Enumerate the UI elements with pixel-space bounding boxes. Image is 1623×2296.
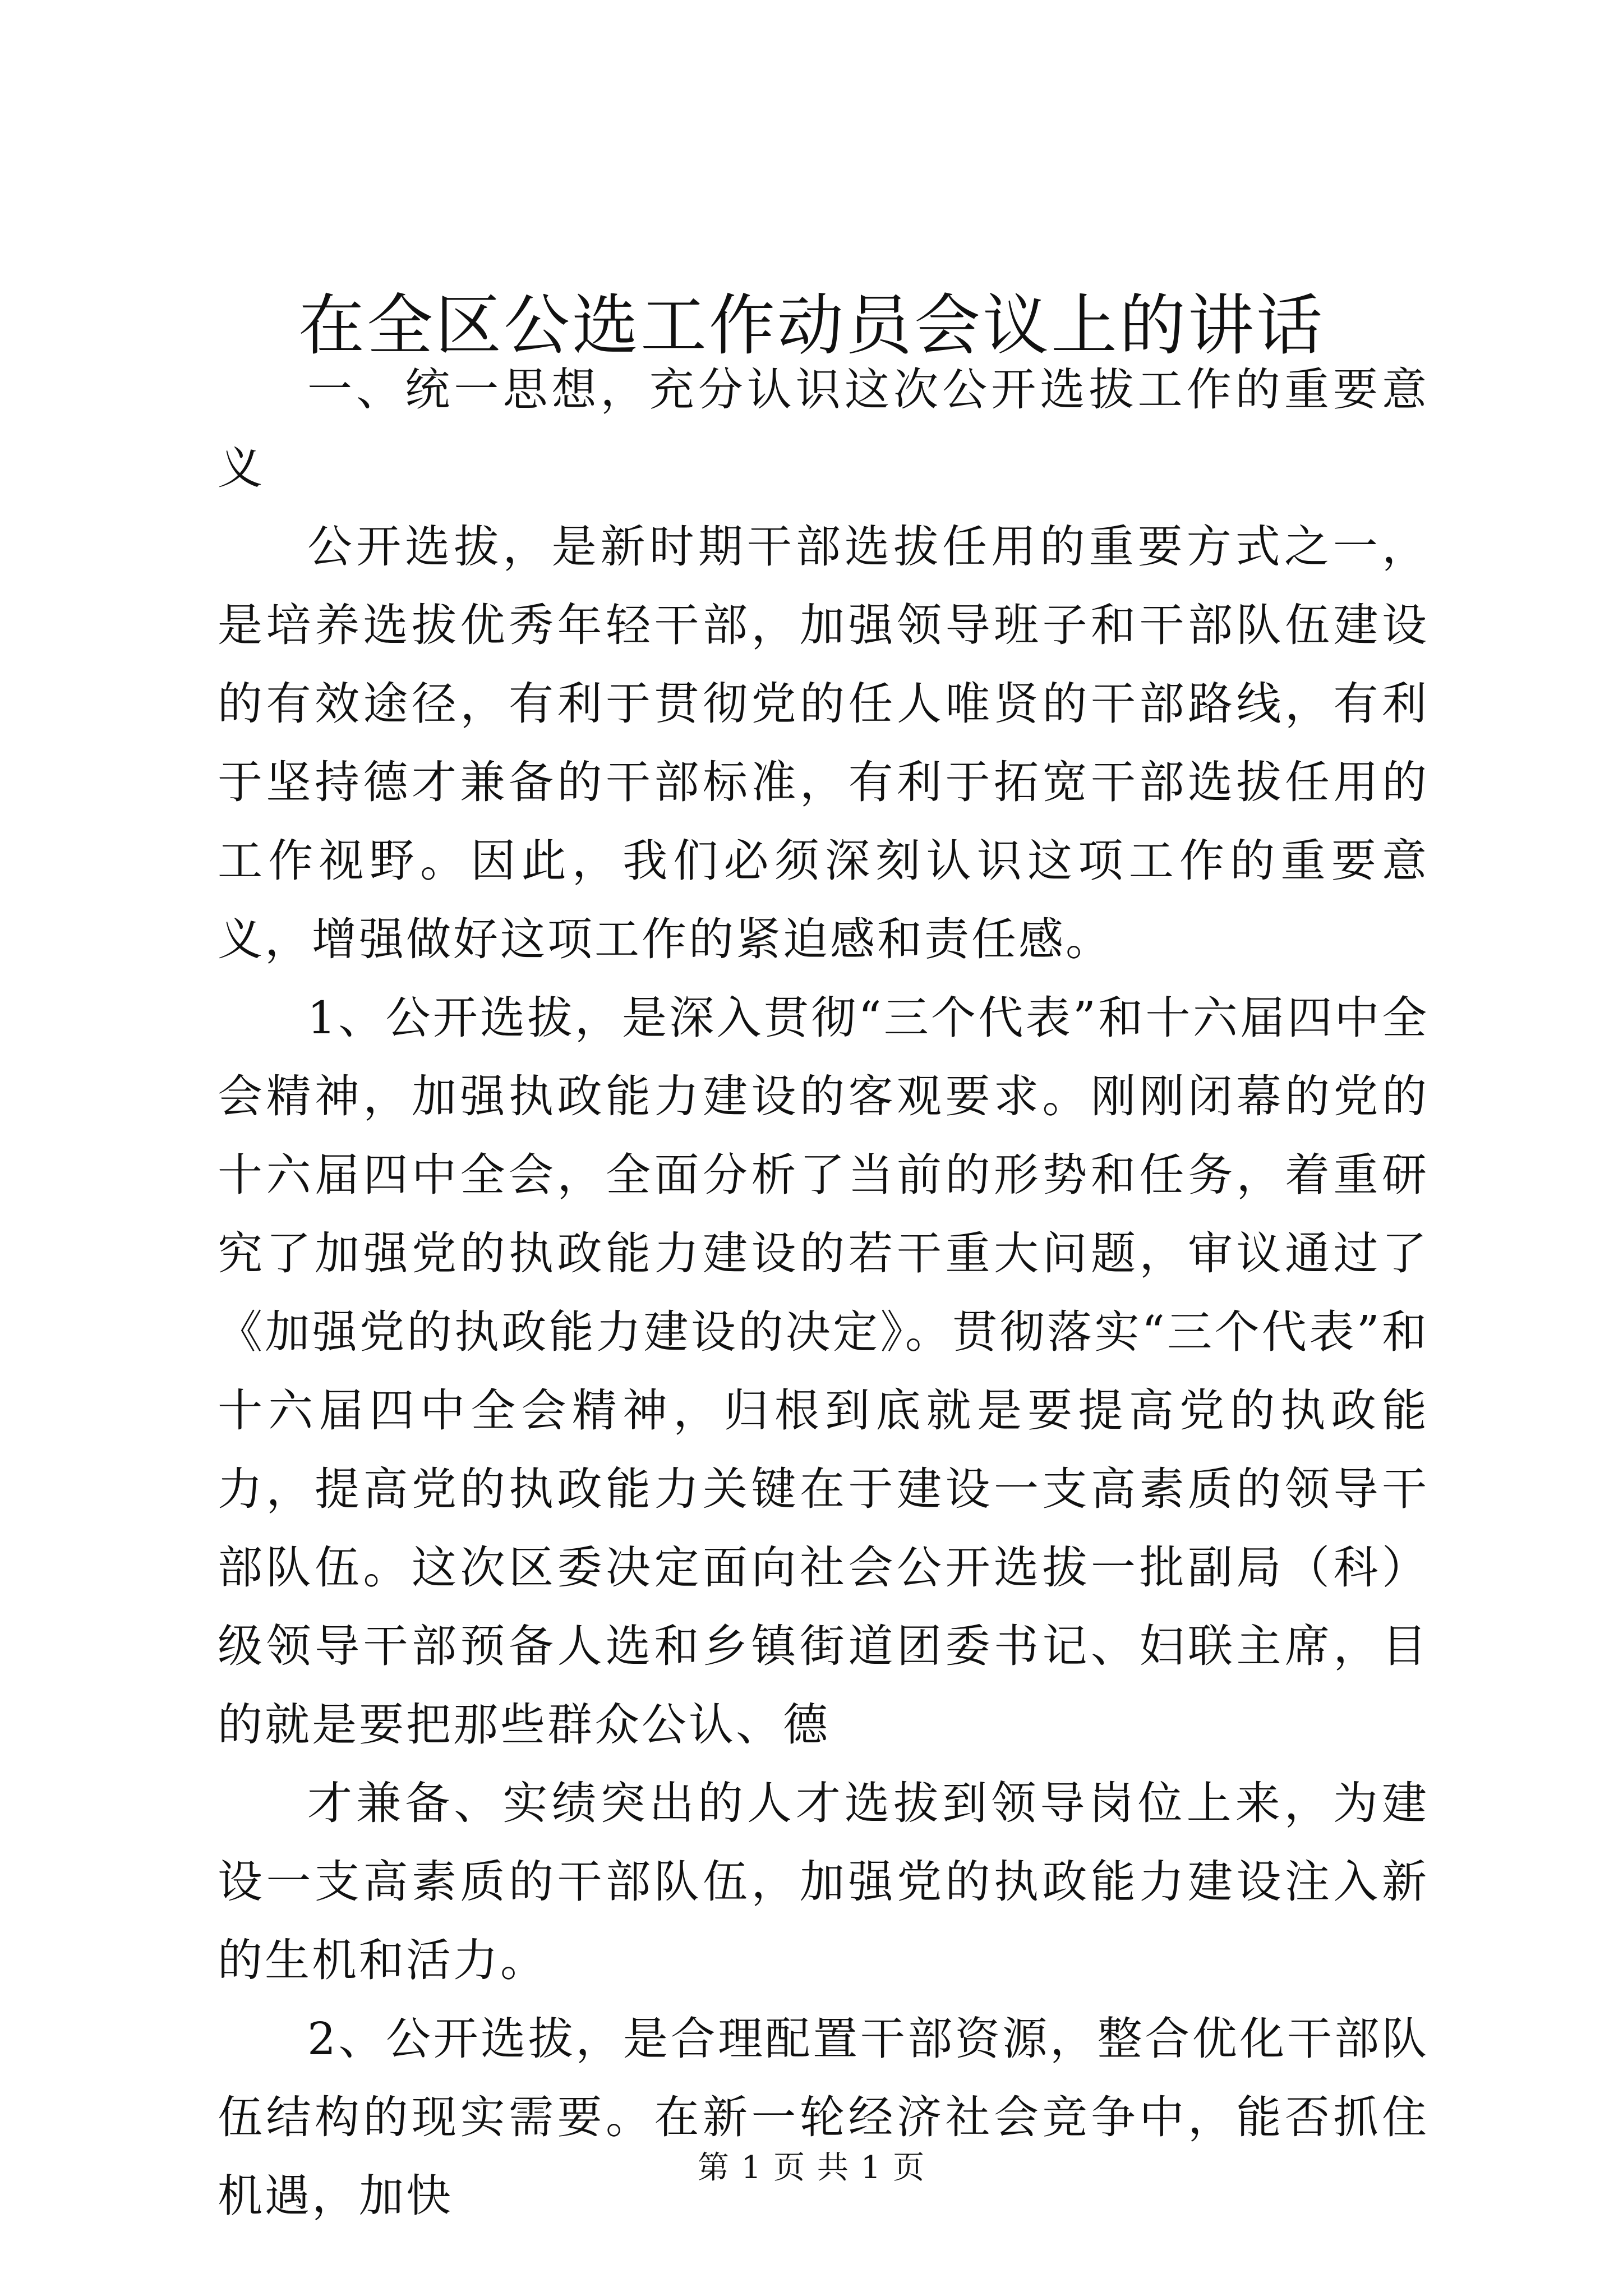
document-body <box>218 351 1429 2235</box>
document-title: 在全区公选工作动员会议上的讲话 <box>298 287 1325 364</box>
paragraph: 1、公开选拔，是深入贯彻“三个代表”和十六届四中全会精神，加强执政能力建设的客观要求。刚刚闭幕的党的十六届四中全会，全面分析了当前的形势和任务，着重研究了加强党的执政能力建设的若干重大问题，审议通过了《加强党的执政能力建设的决定》。贯彻落实“三个代表”和十六届四中全会精神，归根到底就是要提高党的执政能力，提高党的执政能力关键在于建设一支高素质的领导干部队伍。这次区委决定面向社会公开选拔一批副局（科）级领导干部预备人选和乡镇街道团委书记、妇联主席，目的就是要把那些群众公认、德 <box>218 992 1429 1751</box>
paragraph: 才兼备、实绩突出的人才选拔到领导岗位上来，为建设一支高素质的干部队伍，加强党的执政能力建设注入新的生机和活力。 <box>218 1777 1429 1986</box>
paragraph: 2、公开选拔，是合理配置干部资源，整合优化干部队伍结构的现实需要。在新一轮经济社会竞争中，能否抓住机遇，加快 <box>218 2013 1429 2222</box>
paragraph: 公开选拔，是新时期干部选拔任用的重要方式之一，是培养选拔优秀年轻干部，加强领导班子和干部队伍建设的有效途径，有利于贯彻党的任人唯贤的干部路线，有利于坚持德才兼备的干部标准，有利于拓宽干部选拔任用的工作视野。因此，我们必须深刻认识这项工作的重要意义，增强做好这项工作的紧迫感和责任感。 <box>218 521 1429 965</box>
section-heading: 一、统一思想，充分认识这次公开选拔工作的重要意义 <box>218 364 1429 494</box>
page-footer: 第 1 页 共 1 页 <box>697 2150 926 2186</box>
